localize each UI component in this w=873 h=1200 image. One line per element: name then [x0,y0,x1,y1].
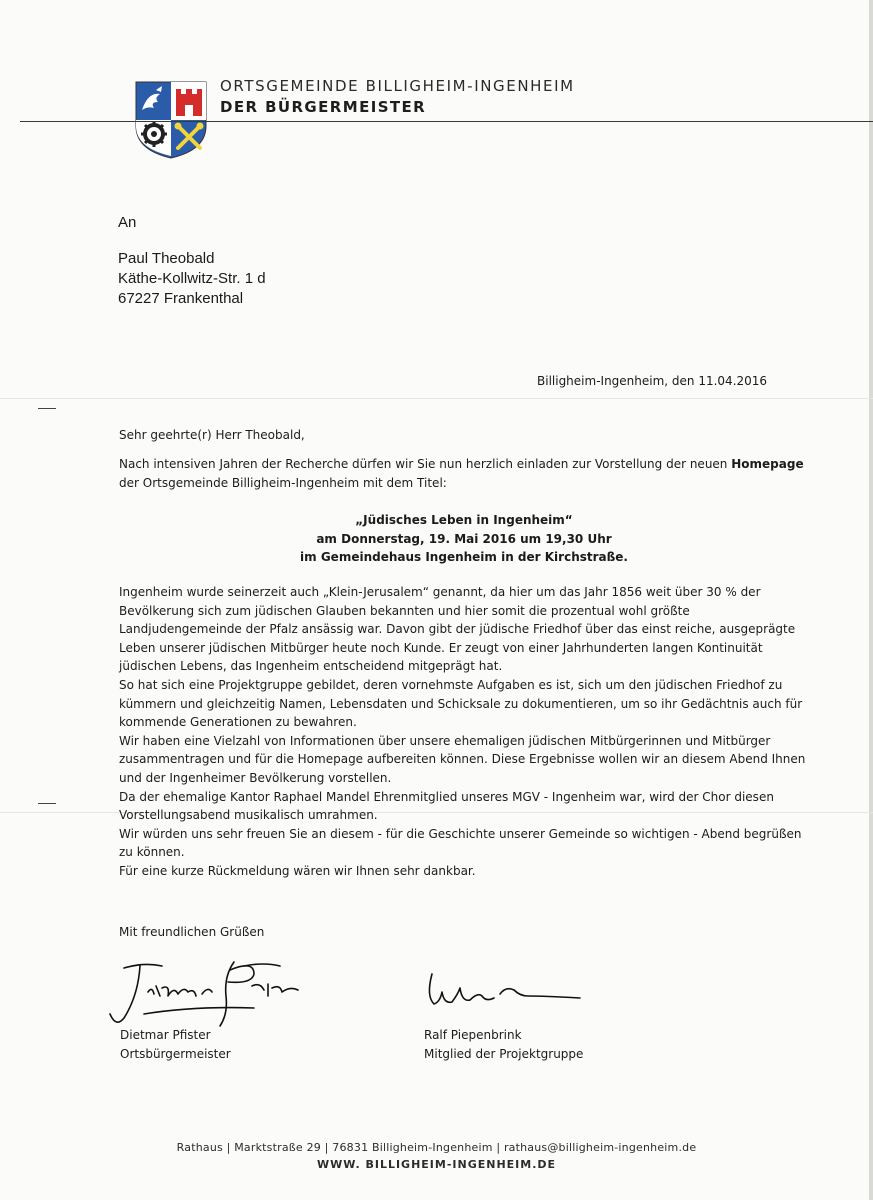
fold-mark [38,408,56,409]
recipient-street: Käthe-Kollwitz-Str. 1 d [118,270,266,287]
paragraph: Wir würden uns sehr freuen Sie an diesem - für die Geschichte unserer Gemeinde so wichtigen - Abend begrüßen zu können. [119,826,802,860]
organization-name: ORTSGEMEINDE BILLIGHEIM-INGENHEIM [220,77,575,95]
intro-paragraph [119,455,809,492]
closing-phrase: Mit freundlichen Grüßen [119,925,265,939]
paragraph: Da der ehemalige Kantor Raphael Mandel Ehrenmitglied unseres MGV - Ingenheim war, wird der Chor diesen Vorstellungsabend musikalisch umrahmen. [119,789,774,823]
recipient-city: 67227 Frankenthal [118,290,244,307]
coat-of-arms-icon [134,80,208,160]
signatory-2-title: Mitglied der Projektgruppe [424,1046,584,1061]
event-date: am Donnerstag, 19. Mai 2016 um 19,30 Uhr [316,531,612,546]
signatory-1-name: Dietmar Pfister [120,1028,211,1042]
event-place: im Gemeindehaus Ingenheim in der Kirchstraße. [300,550,628,565]
main-text [119,583,809,881]
fold-mark [38,803,56,804]
intro-highlight: Homepage [731,457,804,471]
signatory-2-name: Ralf Piepenbrink [424,1028,522,1042]
signatory-1-title: Ortsbürgermeister [120,1046,231,1061]
event-title: „Jüdisches Leben in Ingenheim“ [355,513,573,527]
header-rule [20,121,873,122]
paper-edge [869,0,873,1200]
recipient-label: An [118,214,137,231]
recipient-name: Paul Theobald [118,250,215,267]
date-line: Billigheim-Ingenheim, den 11.04.2016 [537,374,768,388]
intro-text-after: der Ortsgemeinde Billigheim-Ingenheim mit dem Titel: [119,475,447,490]
intro-text-before: Nach intensiven Jahren der Recherche dürfen wir Sie nun herzlich einladen zur Vorstellung der neuen [119,457,732,471]
paragraph: Ingenheim wurde seinerzeit auch „Klein-Jerusalem“ genannt, da hier um das Jahr 1856 weit über 30 % der Bevölkerung sich zum jüdischen Glauben bekannten und hier somit die prozentual wohl größte Landjudengemeinde der Pfalz ansässig war. Davon gibt der jüdische Friedhof über das einst reiche, ausgeprägte Leben unserer jüdischen Mitbürger heute noch Kunde. Er zeugt von einer Jahrhunderten langen Kontinuität jüdischen Lebens, das Ingenheim entscheidend mitgeprägt hat. [119,585,796,674]
footer-address: Rathaus | Marktstraße 29 | 76831 Billigheim-Ingenheim | rathaus@billigheim-ingenheim.de [176,1141,697,1154]
footer-website: WWW. BILLIGHEIM-INGENHEIM.DE [316,1158,557,1171]
office-title: DER BÜRGERMEISTER [220,98,427,116]
paragraph: Wir haben eine Vielzahl von Informationen über unsere ehemaligen jüdischen Mitbürgerinnen und Mitbürger zusammentragen und für die Homepage aufbereiten können. Diese Ergebnisse wollen wir an diesem Abend Ihnen und der Ingenheimer Bevölkerung vorstellen. [119,733,806,785]
signature-piepenbrink [424,966,584,1016]
signatory-1 [120,1026,231,1063]
paragraph: Für eine kurze Rückmeldung wären wir Ihnen sehr dankbar. [119,863,476,878]
paragraph: So hat sich eine Projektgruppe gebildet, deren vornehmste Aufgaben es ist, sich um den jüdischen Friedhof zu kümmern und gleichzeitig Namen, Lebensdaten und Schicksale zu dokumentieren, um so ihr Gedächtnis auch für kommende Generationen zu bewahren. [119,677,803,730]
event-block [119,511,809,567]
salutation: Sehr geehrte(r) Herr Theobald, [119,428,305,442]
fold-line [0,398,873,399]
signature-pfister [104,956,304,1036]
signatory-2 [424,1026,583,1063]
